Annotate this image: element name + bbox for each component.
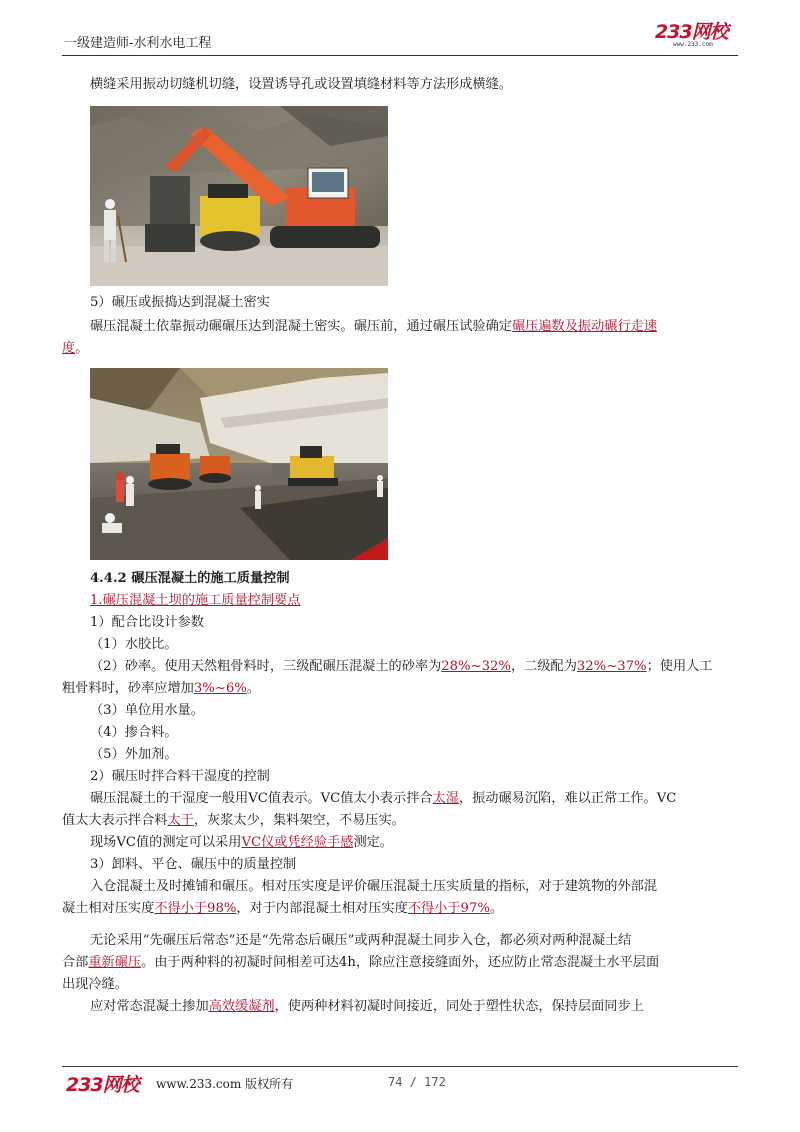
step5-text-a: 碾压混凝土依靠振动碾碾压达到混凝土密实。碾压前，通过碾压试验确定 <box>90 319 512 334</box>
vc-paragraph-line1 <box>90 788 676 810</box>
param-unit-water: （3）单位用水量。 <box>90 703 204 718</box>
item-moisture-control: 2）碾压时拌合料干湿度的控制 <box>90 769 270 784</box>
vc-too-dry: 太干 <box>167 813 194 828</box>
joint-paragraph-line2 <box>62 952 659 974</box>
subsection-title: 1.碾压混凝土坝的施工质量控制要点 <box>90 593 301 608</box>
vc2-text-a: 值太大表示拌合料 <box>62 813 168 828</box>
q2-text-b: ，对于内部混凝土相对压实度 <box>236 901 408 916</box>
page-number: 74 / 172 <box>388 1075 446 1089</box>
item-placement-control: 3）卸料、平仓、碾压中的质量控制 <box>90 857 297 872</box>
footer-brand-logo: 233网校 <box>66 1074 139 1096</box>
sand-ratio-three-grade: 28%~32% <box>441 659 511 674</box>
compaction-paragraph-line2 <box>62 898 503 920</box>
photo-rcc-compaction-site <box>90 368 388 560</box>
retarder-highlight: 高效缓凝剂 <box>208 999 275 1014</box>
step5-text-line1 <box>90 316 657 338</box>
brand-logo-text: 233网校 <box>655 21 728 43</box>
step5-highlight-rolling-passes: 碾压遍数及振动碾行走速 <box>512 319 658 334</box>
vc-paragraph-line2 <box>62 810 405 832</box>
vc-measure-line <box>90 832 393 854</box>
photo-joint-cutting-machine <box>90 106 388 286</box>
param-additive: （5）外加剂。 <box>90 747 178 762</box>
q2-text-a: 凝土相对压实度 <box>62 901 155 916</box>
item-mix-design-params: 1）配合比设计参数 <box>90 615 204 630</box>
brand-logo <box>655 22 735 48</box>
vc3-text-b: 测定。 <box>353 835 393 850</box>
step5-highlight-speed: 度 <box>62 341 76 356</box>
sand-ratio-text-c: ；使用人工 <box>646 659 713 674</box>
r2-text-a: 合部 <box>62 955 89 970</box>
s1-text-a: 应对常态混凝土掺加 <box>90 999 209 1014</box>
internal-compaction-97: 不得小于97% <box>407 901 490 916</box>
vc-too-wet: 太湿 <box>432 791 459 806</box>
param-admixture-material: （4）掺合料。 <box>90 725 178 740</box>
brand-logo-url: www.233.com <box>673 41 713 48</box>
sand-ratio-artificial-increase: 3%~6% <box>193 681 247 696</box>
photo-rcc-site-illustration <box>90 368 388 560</box>
vc-text-a: 碾压混凝土的干湿度一般用VC值表示。VC值太小表示拌合 <box>90 791 433 806</box>
compaction-paragraph-line1: 入仓混凝土及时摊铺和碾压。相对压实度是评价碾压混凝土压实质量的指标，对于建筑物的外部混 <box>90 879 658 894</box>
param-water-binder-ratio: （1）水胶比。 <box>90 637 178 652</box>
step5-text-end: 。 <box>75 341 89 356</box>
external-compaction-98: 不得小于98% <box>154 901 237 916</box>
vc2-text-b: ，灰浆太少，集料架空，不易压实。 <box>193 813 405 828</box>
sand-ratio-text-a: （2）砂率。使用天然粗骨料时，三级配碾压混凝土的砂率为 <box>90 659 442 674</box>
param-sand-ratio-line2 <box>62 678 260 700</box>
vc-text-b: ，振动碾易沉陷，难以正常工作。VC <box>458 791 677 806</box>
sand-ratio-line2-b: 。 <box>246 681 260 696</box>
re-roll-highlight: 重新碾压 <box>88 955 142 970</box>
param-sand-ratio-line1 <box>90 656 713 678</box>
sand-ratio-line2-a: 粗骨料时，砂率应增加 <box>62 681 194 696</box>
joint-paragraph-line3: 出现冷缝。 <box>62 977 128 992</box>
s1-text-b: ，使两种材料初凝时间接近，同处于塑性状态，保持层面同步上 <box>274 999 644 1014</box>
vc3-text-a: 现场VC值的测定可以采用 <box>90 835 242 850</box>
step5-text-line2 <box>62 338 88 360</box>
document-header-title: 一级建造师-水利水电工程 <box>64 36 212 51</box>
joint-paragraph-line1: 无论采用“先碾压后常态”还是“先常态后碾压”或两种混凝土同步入仓，都必须对两种混凝土结 <box>90 933 632 948</box>
r2-text-b: 。由于两种料的初凝时间相差可达4h，除应注意接缝面外，还应防止常态混凝土水平层面 <box>141 955 660 970</box>
retarder-paragraph-line1 <box>90 996 644 1018</box>
sand-ratio-two-grade: 32%~37% <box>576 659 647 674</box>
vc-measure-method: VC仪或凭经验手感 <box>241 835 354 850</box>
footer-divider <box>62 1066 738 1067</box>
section-heading: 4.4.2 碾压混凝土的施工质量控制 <box>90 571 290 586</box>
paragraph-transverse-joint: 横缝采用振动切缝机切缝，设置诱导孔或设置填缝材料等方法形成横缝。 <box>90 77 512 92</box>
q2-text-c: 。 <box>489 901 504 916</box>
footer-copyright: www.233.com 版权所有 <box>156 1077 294 1091</box>
header-divider <box>62 55 738 56</box>
photo-joint-cutting-illustration <box>90 106 388 286</box>
step5-title: 5）碾压或振捣达到混凝土密实 <box>90 295 270 310</box>
sand-ratio-text-b: ，二级配为 <box>510 659 577 674</box>
